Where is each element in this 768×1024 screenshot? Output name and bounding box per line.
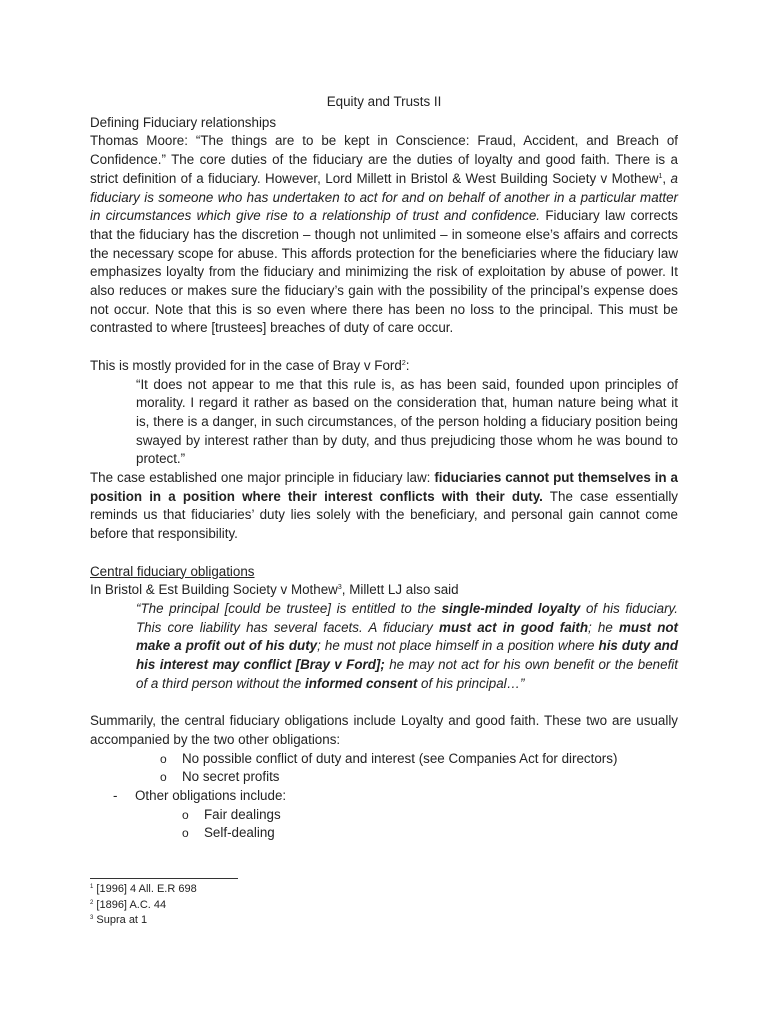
bray-quote: “It does not appear to me that this rule is, as has been said, founded upon principles of morality. I regard it rather as based on the consideration that, human nature being what it is, there is a danger, in such circumstances, of the person holding a fiduciary position being swayed by interest rather than by duty, and thus prejudicing those whom he was bound to protect.”	[136, 376, 678, 467]
paragraph-mothew-intro: In Bristol & Est Building Society v Mothew$^3$, Millett LJ also said	[90, 582, 459, 598]
list-item: o No possible conflict of duty and interest (see Companies Act for directors)	[160, 750, 678, 769]
footnote-ref-3[interactable]: 3	[337, 584, 342, 592]
other-obligations-list	[90, 787, 678, 843]
paragraph-bray-principle: The case established one major principle in fiduciary law: fiduciaries cannot put themselves in a position in a position where their interest conflicts with their duty. The case essentially reminds us that fiduciaries’ duty lies solely with the beneficiary, and personal gain cannot come before that responsibility.	[90, 470, 678, 542]
list-item: o Self-dealing	[182, 824, 678, 843]
footnote-divider	[90, 878, 238, 879]
footnote-3: $^3$ Supra at 1	[90, 914, 148, 926]
paragraph-defining: Thomas Moore: “The things are to be kept in Conscience: Fraud, Accident, and Breach of Confidence.” The core duties of the fiduciary are the duties of loyalty and good faith. There is a strict definition of a fiduciary. However, Lord Millett in Bristol & West Building Society v Mothew$^1$, a fiduciary is someone who has undertaken to act for and on behalf of another in a particular matter in circumstances which give rise to a relationship of trust and confidence. Fiduciary law corrects that the fiduciary has the discretion – though not unlimited – in someone else’s affairs and corrects the necessary scope for abuse. This affords protection for the beneficiaries where the fiduciary law emphasizes loyalty from the fiduciary and minimizing the risk of exploitation by abuse of power. It also reduces or makes sure the fiduciary’s gain with the possibility of the principal’s expense does not occur. Note that this is so even where there has been no loss to the principal. This must be contrasted to where [trustees] breaches of duty of care occur.	[90, 133, 679, 336]
fiduciary-definition: a fiduciary is someone who has undertaken to act for and on behalf of another in a particular matter in circumstances which give rise to a relationship of trust and confidence.	[90, 170, 678, 224]
footnote-2: $^2$ [1896] A.C. 44	[90, 898, 167, 911]
document-title: Equity and Trusts II	[326, 94, 442, 109]
sub-list	[135, 806, 678, 843]
footnote-ref-1[interactable]: 1	[658, 172, 663, 180]
paragraph-bray-intro: This is mostly provided for in the case of Bray v Ford$^2$:	[90, 357, 410, 373]
bray-principle: fiduciaries cannot put themselves in a position in a position where their interest conflicts with their duty.	[90, 470, 678, 504]
footnote-ref-2[interactable]: 2	[401, 359, 406, 367]
footnote-1: $^1$ [1996] 4 All. E.R 698	[90, 883, 197, 895]
obligations-list	[90, 750, 678, 787]
footnotes	[90, 882, 197, 929]
paragraph-summary: Summarily, the central fiduciary obligations include Loyalty and good faith. These two are usually accompanied by the two other obligations:	[90, 713, 678, 747]
mothew-quote: “The principal [could be trustee] is entitled to the single-minded loyalty of his fiduciary. This core liability has several facets. A fiduciary must act in good faith; he must not make a profit out of his duty; he must not place himself in a position where his duty and his interest may conflict [Bray v Ford]; he may not act for his own benefit or the benefit of a third person without the informed consent of his principal…”	[136, 600, 679, 691]
list-item: o No secret profits	[160, 768, 678, 787]
document-body	[90, 93, 678, 843]
list-item: - Other obligations include: o Fair dealings o Self-dealing	[113, 787, 678, 843]
section-heading-central: Central fiduciary obligations	[90, 563, 255, 579]
section-heading-defining: Defining Fiduciary relationships	[90, 114, 277, 130]
list-item: o Fair dealings	[182, 806, 678, 825]
